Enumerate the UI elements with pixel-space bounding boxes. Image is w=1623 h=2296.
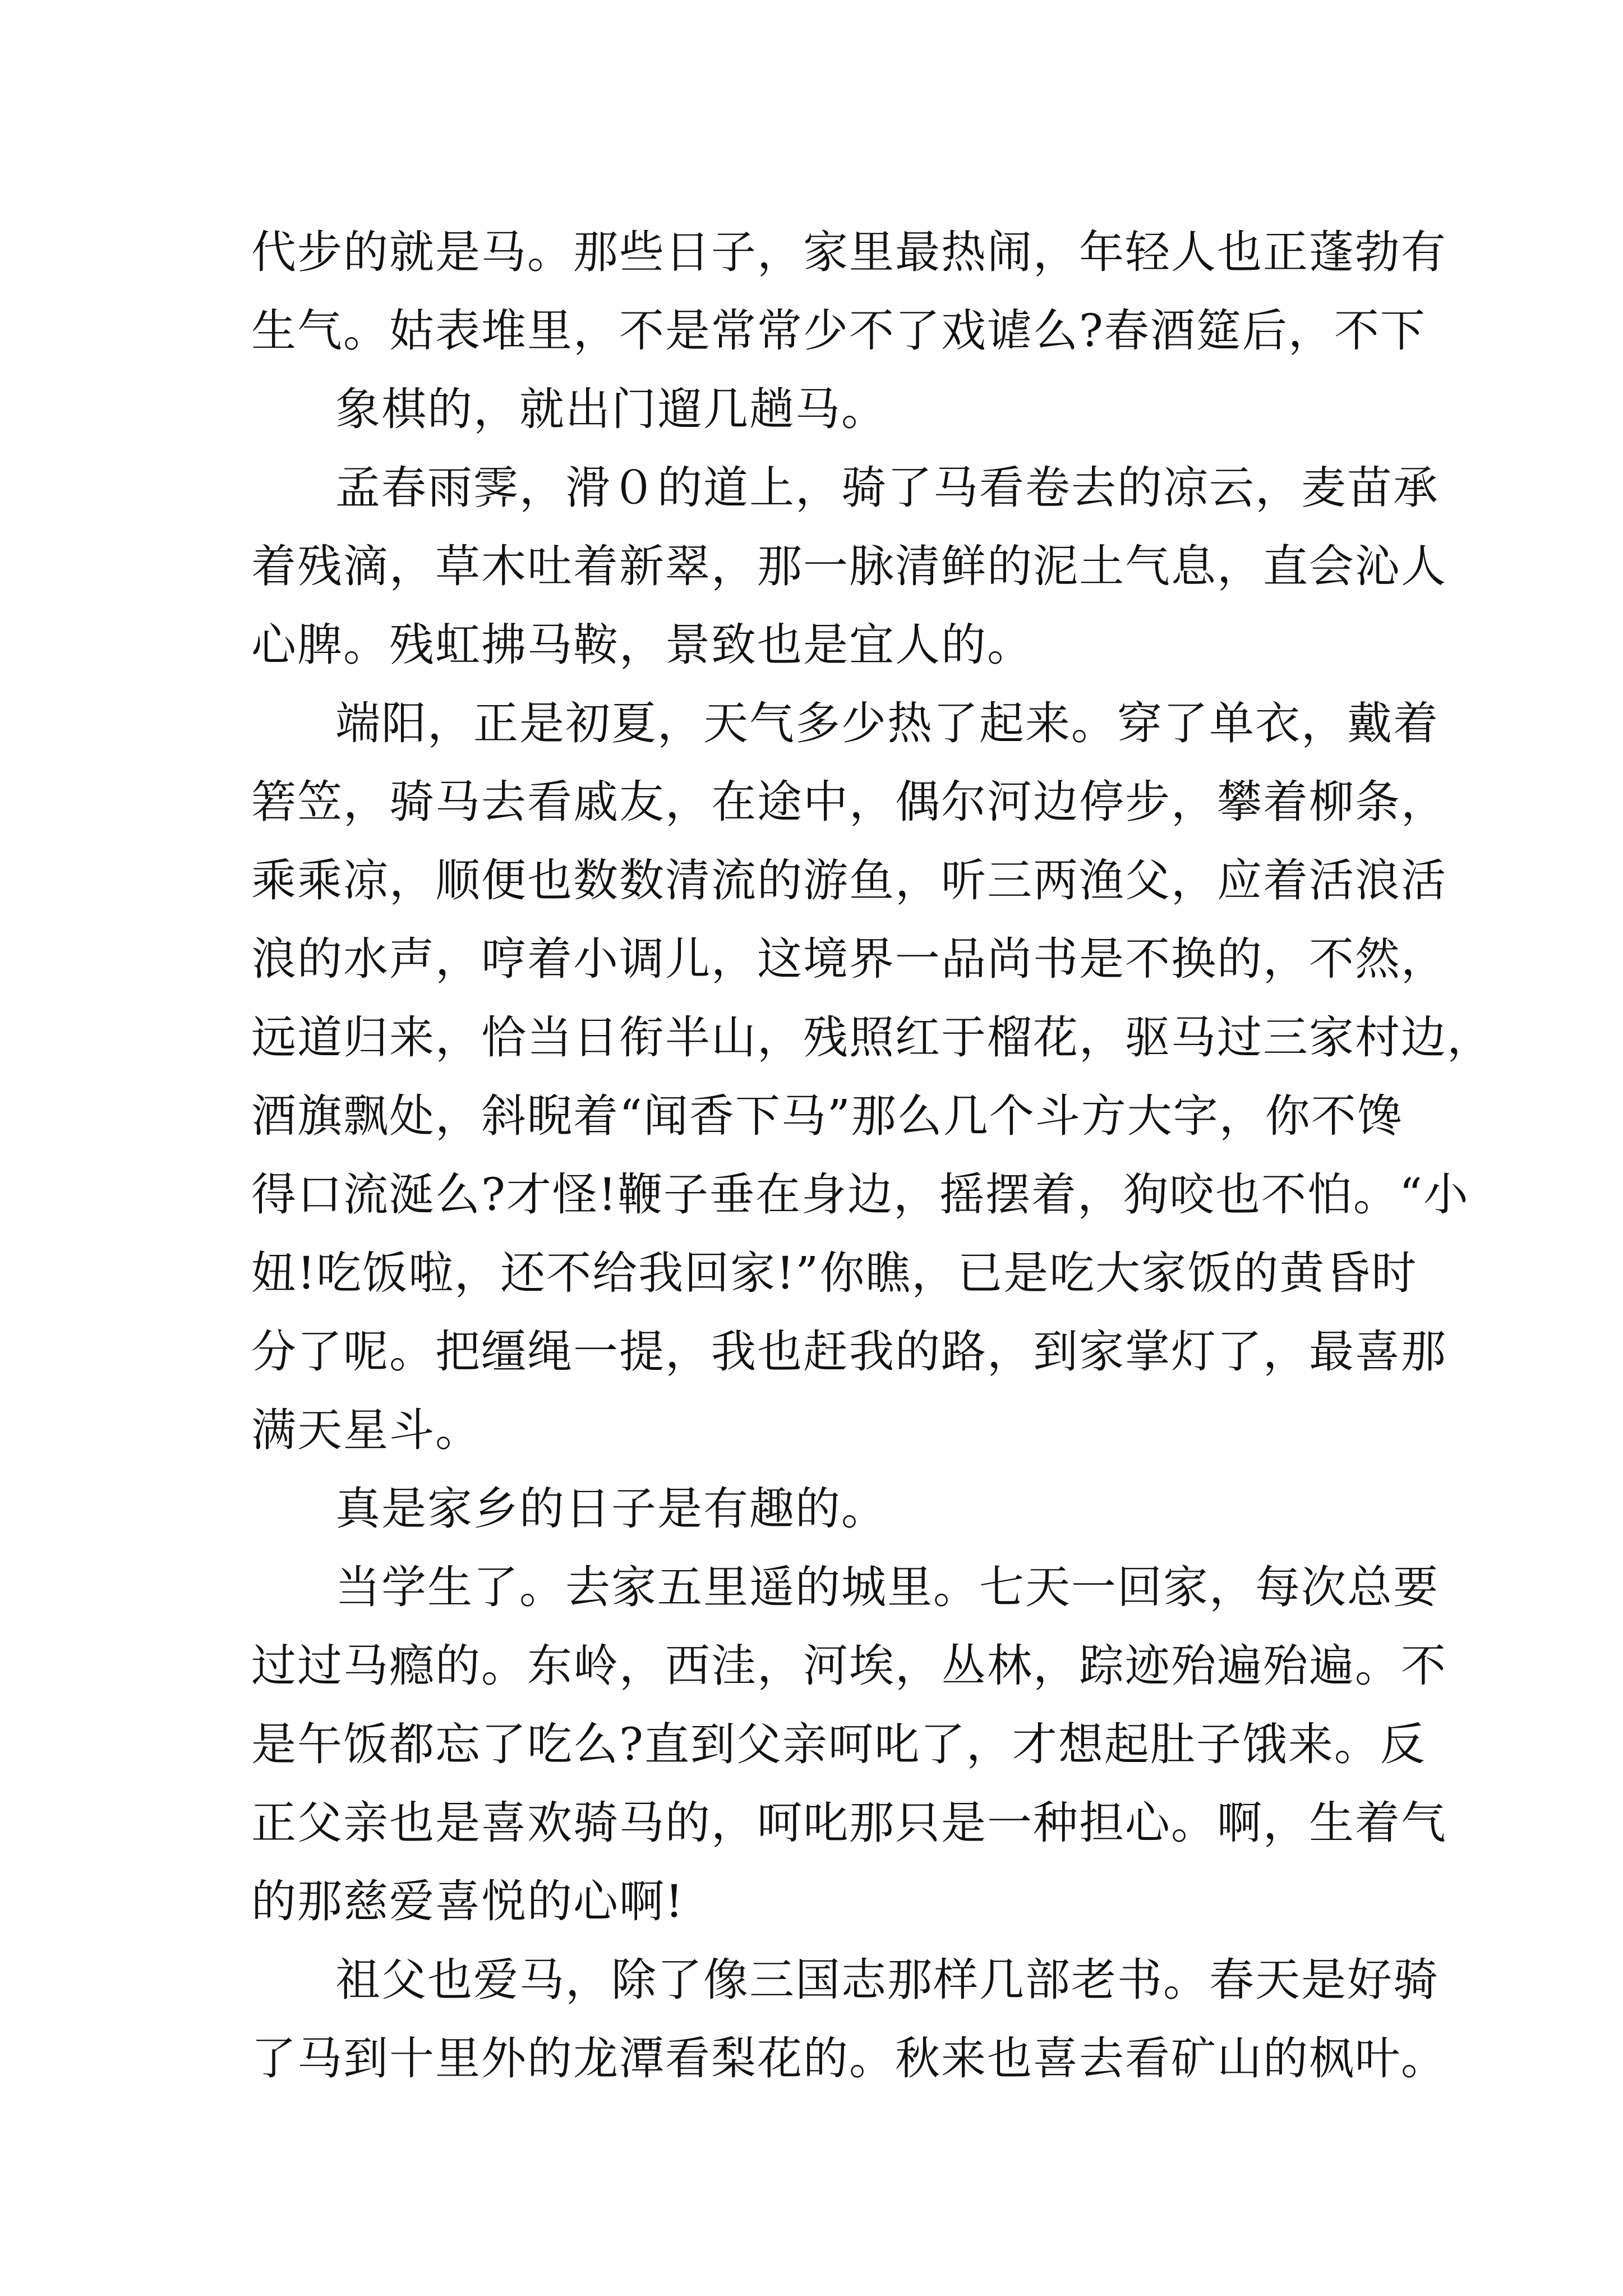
text-line: 当学生了。去家五里遥的城里。七天一回家，每次总要 [335,1561,1439,1613]
text-line: 酒旗飘处，斜睨着“闻香下马”那么几个斗方大字，你不馋 [251,1090,1403,1142]
text-line: 祖父也爱马，除了像三国志那样几部老书。春天是好骑 [335,1954,1439,2006]
text-line: 乘乘凉，顺便也数数清流的游鱼，听三两渔父，应着活浪活 [251,854,1447,907]
text-line: 的那慈爱喜悦的心啊! [251,1875,685,1927]
body-text [251,213,1493,2098]
text-line: 了马到十里外的龙潭看梨花的。秋来也喜去看矿山的枫叶。 [251,2032,1447,2085]
text-line: 心脾。残虹拂马鞍，景致也是宜人的。 [251,619,1033,671]
text-line: 箬笠，骑马去看戚友，在途中，偶尔河边停步，攀着柳条， [251,776,1447,828]
text-line: 妞!吃饭啦，还不给我回家!”你瞧，已是吃大家饭的黄昏时 [251,1247,1418,1299]
text-line: 生气。姑表堆里，不是常常少不了戏谑么?春酒筵后，不下 [251,305,1426,357]
text-line: 孟春雨霁，滑０的道上，骑了马看卷去的凉云，麦苗承 [335,462,1439,514]
text-line: 浪的水声，哼着小调儿，这境界一品尚书是不换的，不然， [251,933,1447,985]
text-line: 真是家乡的日子是有趣的。 [335,1483,887,1535]
text-line: 代步的就是马。那些日子，家里最热闹，年轻人也正蓬勃有 [251,226,1447,278]
text-line: 过过马瘾的。东岭，西洼，河埃，丛林，踪迹殆遍殆遍。不 [251,1640,1447,1692]
text-line: 端阳，正是初夏，天气多少热了起来。穿了单衣，戴着 [335,697,1439,749]
text-line: 分了呢。把缰绳一提，我也赶我的路，到家掌灯了，最喜那 [251,1326,1447,1378]
text-line: 着残滴，草木吐着新翠，那一脉清鲜的泥土气息，直会沁人 [251,540,1447,592]
text-line: 正父亲也是喜欢骑马的，呵叱那只是一种担心。啊，生着气 [251,1797,1447,1849]
text-line: 象棋的，就出门遛几趟马。 [335,383,887,435]
text-line: 远道归来，恰当日衔半山，残照红于榴花，驱马过三家村边， [251,1011,1493,1064]
text-line: 是午饭都忘了吃么?直到父亲呵叱了，才想起肚子饿来。反 [251,1718,1426,1770]
text-line: 得口流涎么?才怪!鞭子垂在身边，摇摆着，狗咬也不怕。“小 [251,1168,1469,1221]
text-line: 满天星斗。 [251,1404,481,1456]
